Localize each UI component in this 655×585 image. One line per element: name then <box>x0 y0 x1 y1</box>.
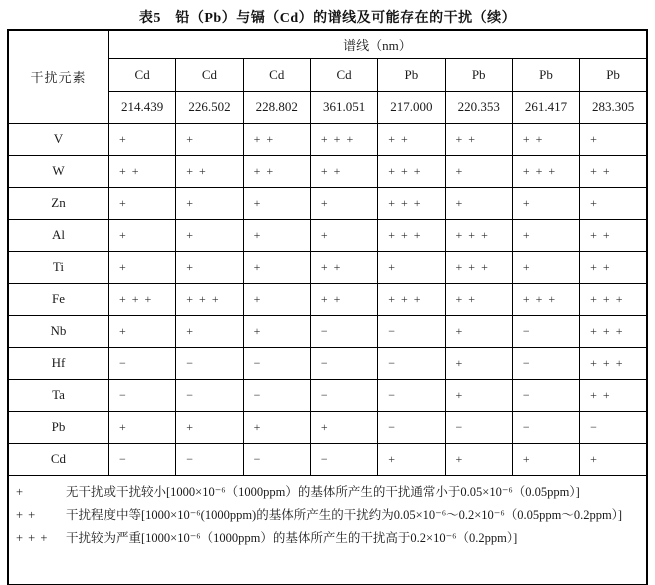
footnotes-list <box>11 481 644 550</box>
interference-level-cell: + <box>108 315 175 347</box>
interfering-element-cell: Pb <box>8 411 108 443</box>
interference-level-cell: + <box>310 411 377 443</box>
interference-level-cell: + + <box>580 251 647 283</box>
table-footer <box>8 475 647 585</box>
interference-level-cell: + <box>108 123 175 155</box>
interference-level-cell: + <box>445 443 512 475</box>
footnote-symbol: + + + <box>16 530 48 545</box>
interference-level-cell: − <box>243 379 310 411</box>
interference-level-cell: + + <box>445 283 512 315</box>
interference-level-cell: + + + <box>378 155 445 187</box>
table-row <box>8 219 647 251</box>
interfering-element-cell: Al <box>8 219 108 251</box>
interference-level-cell: + <box>445 347 512 379</box>
interference-level-cell: + <box>445 155 512 187</box>
interference-level-cell: + <box>445 315 512 347</box>
interference-level-cell: − <box>108 443 175 475</box>
wavelength-header: 283.305 <box>580 91 647 123</box>
table-row <box>8 283 647 315</box>
interfering-element-cell: Ta <box>8 379 108 411</box>
wavelength-header: 226.502 <box>176 91 243 123</box>
interference-level-cell: + <box>176 411 243 443</box>
interference-level-cell: − <box>243 443 310 475</box>
interference-level-cell: + <box>108 187 175 219</box>
element-symbol-header: Pb <box>445 58 512 91</box>
interference-level-cell: − <box>108 347 175 379</box>
footnote-item <box>11 527 644 550</box>
interference-level-cell: + <box>243 187 310 219</box>
footnote-item <box>11 481 644 504</box>
interference-level-cell: + + <box>243 123 310 155</box>
interference-level-cell: − <box>243 347 310 379</box>
interference-level-cell: + + + <box>378 187 445 219</box>
footnote-text: 干扰较为严重[1000×10⁻⁶（1000ppm）的基体所产生的干扰高于0.2×10⁻⁶（0.2ppm）] <box>66 530 518 545</box>
wavelength-header: 261.417 <box>512 91 579 123</box>
interference-level-cell: + <box>512 187 579 219</box>
interfering-element-cell: Hf <box>8 347 108 379</box>
footnotes-row <box>8 475 647 585</box>
table-row <box>8 123 647 155</box>
element-symbol-header: Pb <box>512 58 579 91</box>
wavelength-header: 217.000 <box>378 91 445 123</box>
interference-level-cell: + + + <box>580 347 647 379</box>
interference-level-cell: − <box>176 347 243 379</box>
interference-level-cell: + + <box>108 155 175 187</box>
interference-level-cell: − <box>108 379 175 411</box>
table-title: 表5 铅（Pb）与镉（Cd）的谱线及可能存在的干扰（续） <box>138 11 517 26</box>
interference-level-cell: + <box>580 443 647 475</box>
table-row <box>8 411 647 443</box>
wavelength-header: 220.353 <box>445 91 512 123</box>
interference-level-cell: + <box>445 187 512 219</box>
interference-level-cell: + <box>176 187 243 219</box>
interference-level-cell: + + + <box>378 283 445 315</box>
interference-level-cell: + <box>243 283 310 315</box>
interference-level-cell: + + <box>243 155 310 187</box>
interference-level-cell: − <box>378 411 445 443</box>
interference-level-cell: + <box>512 251 579 283</box>
footnote-text: 干扰程度中等[1000×10⁻⁶(1000ppm)的基体所产生的干扰约为0.05×10⁻⁶～0.2×10⁻⁶（0.05ppm～0.2ppm）] <box>66 507 623 522</box>
table-row <box>8 347 647 379</box>
element-symbol-header: Cd <box>243 58 310 91</box>
spectral-header-row <box>8 30 647 58</box>
interference-level-cell: + <box>176 123 243 155</box>
interference-level-cell: − <box>310 315 377 347</box>
interference-level-cell: − <box>310 347 377 379</box>
table-body <box>8 123 647 475</box>
interference-level-cell: − <box>310 379 377 411</box>
interference-level-cell: + <box>580 123 647 155</box>
interference-level-cell: + <box>243 219 310 251</box>
interference-level-cell: + + + <box>512 155 579 187</box>
interference-level-cell: + + <box>580 155 647 187</box>
interference-level-cell: + <box>176 251 243 283</box>
interference-level-cell: + + + <box>580 283 647 315</box>
interference-level-cell: + + <box>310 251 377 283</box>
interfering-element-cell: Fe <box>8 283 108 315</box>
interference-level-cell: + + + <box>580 315 647 347</box>
interference-level-cell: + <box>108 219 175 251</box>
interference-level-cell: + <box>108 411 175 443</box>
wavelength-header: 361.051 <box>310 91 377 123</box>
interfering-element-cell: V <box>8 123 108 155</box>
interference-level-cell: + + + <box>445 219 512 251</box>
element-symbol-header: Cd <box>176 58 243 91</box>
element-symbol-header: Pb <box>580 58 647 91</box>
interference-level-cell: + + + <box>310 123 377 155</box>
interference-level-cell: + + + <box>512 283 579 315</box>
interference-level-cell: + <box>243 411 310 443</box>
interference-level-cell: − <box>176 379 243 411</box>
table-row <box>8 187 647 219</box>
interference-level-cell: − <box>512 347 579 379</box>
interfering-element-cell: Cd <box>8 443 108 475</box>
interference-level-cell: + + <box>310 155 377 187</box>
interference-level-cell: − <box>378 379 445 411</box>
interference-level-cell: + + + <box>378 219 445 251</box>
element-symbol-header: Cd <box>310 58 377 91</box>
footnote-text: 无干扰或干扰较小[1000×10⁻⁶（1000ppm）的基体所产生的干扰通常小于0.05×10⁻⁶（0.05ppm）] <box>66 484 580 499</box>
interfering-element-cell: Nb <box>8 315 108 347</box>
interference-level-cell: + + <box>445 123 512 155</box>
interference-level-cell: + <box>378 251 445 283</box>
table-row <box>8 251 647 283</box>
interference-level-cell: + + <box>580 379 647 411</box>
interference-level-cell: + + + <box>445 251 512 283</box>
interference-level-cell: + <box>243 251 310 283</box>
interfering-element-header: 干扰元素 <box>8 30 108 123</box>
wavelength-header: 228.802 <box>243 91 310 123</box>
interference-level-cell: + <box>243 315 310 347</box>
interference-level-cell: − <box>512 315 579 347</box>
interference-table <box>7 29 648 585</box>
interference-level-cell: − <box>512 379 579 411</box>
table-row <box>8 443 647 475</box>
interfering-element-cell: Ti <box>8 251 108 283</box>
interference-level-cell: + <box>108 251 175 283</box>
interference-level-cell: − <box>445 411 512 443</box>
interference-level-cell: + <box>310 219 377 251</box>
element-symbol-header: Cd <box>108 58 175 91</box>
interference-level-cell: + + + <box>176 283 243 315</box>
interference-level-cell: + + <box>176 155 243 187</box>
interference-level-cell: + + <box>378 123 445 155</box>
interference-level-cell: + + <box>310 283 377 315</box>
footnote-symbol: + <box>16 484 24 499</box>
interference-level-cell: + + <box>580 219 647 251</box>
interference-level-cell: + <box>445 379 512 411</box>
interference-level-cell: − <box>378 347 445 379</box>
table-header <box>8 30 647 123</box>
interference-level-cell: − <box>378 315 445 347</box>
interference-level-cell: + <box>512 443 579 475</box>
interference-level-cell: − <box>580 411 647 443</box>
interference-level-cell: + <box>310 187 377 219</box>
interference-level-cell: + + + <box>108 283 175 315</box>
wavelength-header: 214.439 <box>108 91 175 123</box>
element-symbol-header: Pb <box>378 58 445 91</box>
table-row <box>8 315 647 347</box>
interference-level-cell: + <box>176 315 243 347</box>
table-row <box>8 379 647 411</box>
interference-level-cell: − <box>176 443 243 475</box>
interference-level-cell: + + <box>512 123 579 155</box>
interference-level-cell: − <box>512 411 579 443</box>
interference-level-cell: + <box>512 219 579 251</box>
interfering-element-cell: Zn <box>8 187 108 219</box>
interference-level-cell: − <box>310 443 377 475</box>
footnote-symbol: + + <box>16 507 36 522</box>
interference-level-cell: + <box>378 443 445 475</box>
spectral-lines-header: 谱线（nm） <box>108 30 647 58</box>
table-row <box>8 155 647 187</box>
interference-level-cell: + <box>176 219 243 251</box>
interference-level-cell: + <box>580 187 647 219</box>
interfering-element-cell: W <box>8 155 108 187</box>
footnotes-cell <box>8 475 647 585</box>
footnote-item <box>11 504 644 527</box>
